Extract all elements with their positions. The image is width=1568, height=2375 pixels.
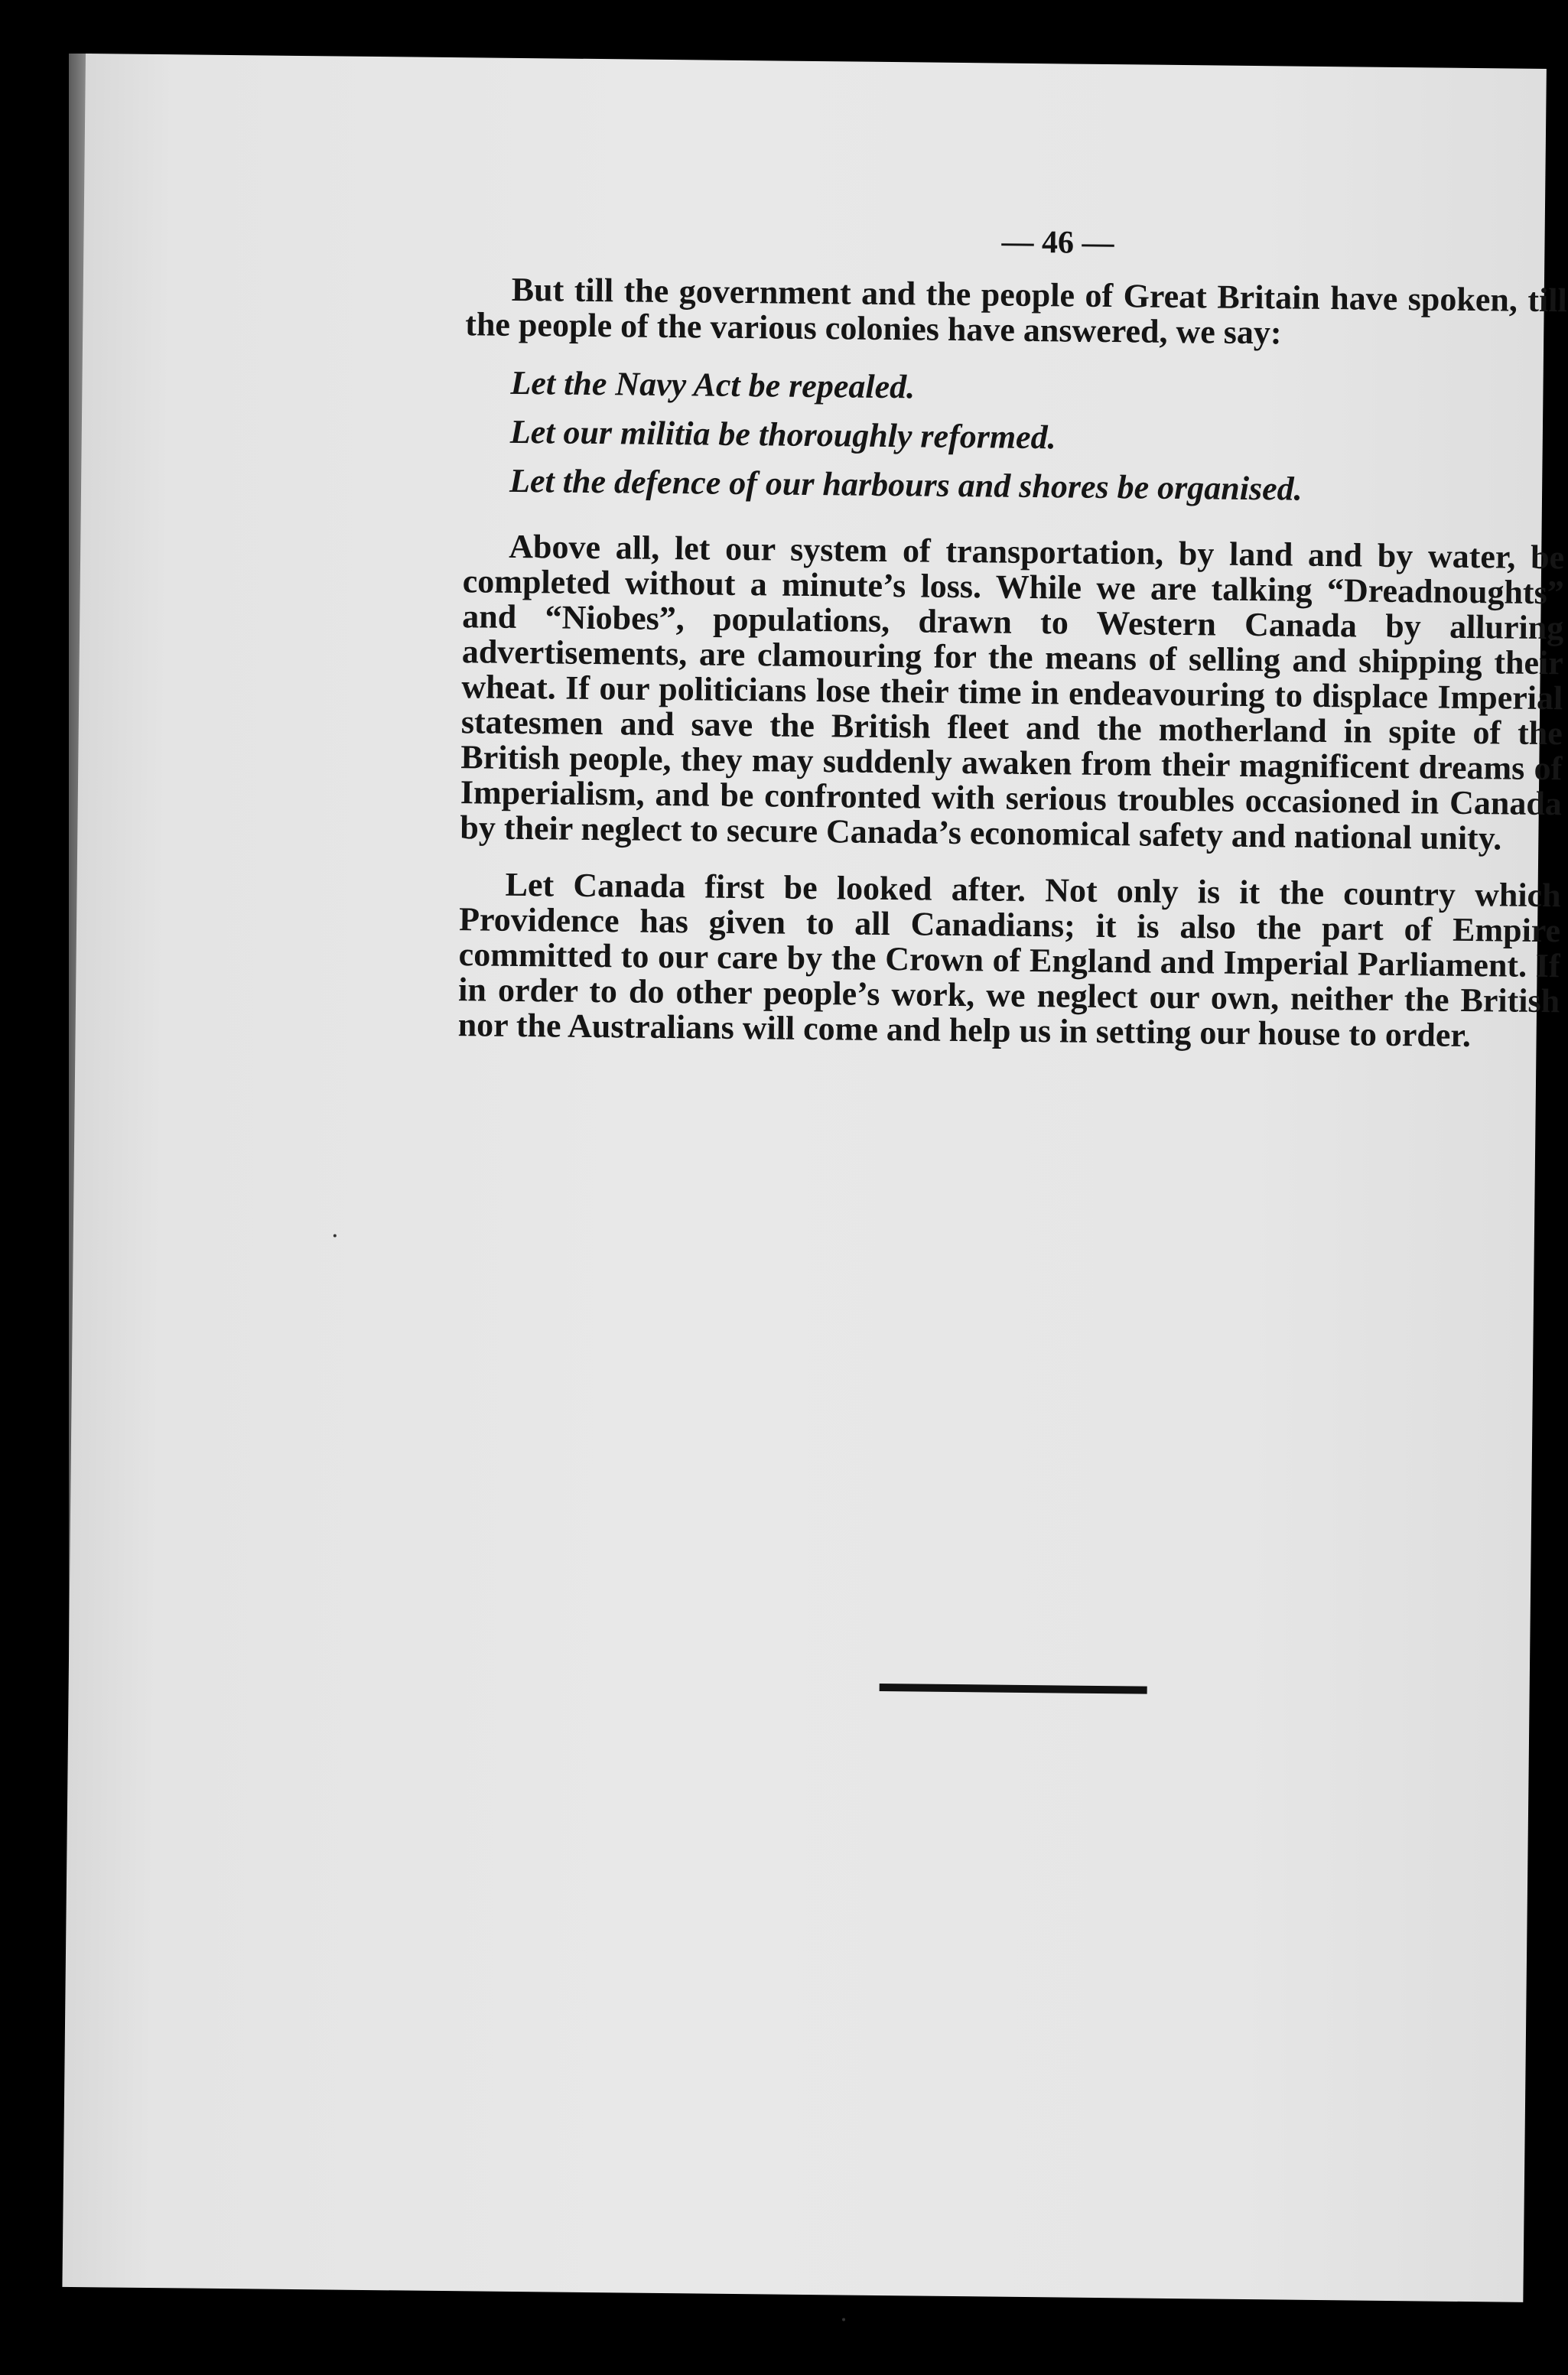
paragraph-2: Above all, let our system of transportation, by land and by water, be completed without a minute’s loss. While we are talking “Dreadnoughts” and “Niobes”, populations, drawn to Western Canada by alluring advertisements, are clamouring for the means of selling and shipping their wheat. If our politicians lose their time in endeavouring to displace Imperial statesmen and save the British fleet and the motherland in spite of the British people, they may suddenly awaken from their magnificent dreams of Imperialism, and be confronted with serious troubles occasioned in Canada by their neglect to secure Canada’s economical safety and national unity. — [460, 527, 1565, 857]
paragraph-1: But till the government and the people of Great Britain have spoken, till the people of the various colonies have answered, we say: — [465, 270, 1567, 352]
paragraph-3: Let Canada first be looked after. Not only is it the country which Providence has given to all Canadians; it is also the part of Empire committed to our care by the Crown of England and Imperial Parliament. If in order to do other people’s work, we neglect our own, neither the British nor the Australians will come and help us in setting our house to order. — [457, 865, 1561, 1055]
page-number: — 46 — — [1001, 224, 1114, 262]
end-rule — [880, 1684, 1147, 1694]
scan-speck — [842, 2318, 845, 2321]
resolution-defence: Let the defence of our harbours and shores be organised. — [509, 461, 1303, 508]
resolution-militia: Let our militia be thoroughly reformed. — [509, 412, 1056, 457]
resolution-navy-act: Let the Navy Act be repealed. — [510, 363, 916, 406]
book-page — [62, 54, 1567, 2302]
resolutions-list — [464, 365, 1566, 509]
scan-speck — [333, 1234, 337, 1237]
body-text — [457, 272, 1567, 1075]
